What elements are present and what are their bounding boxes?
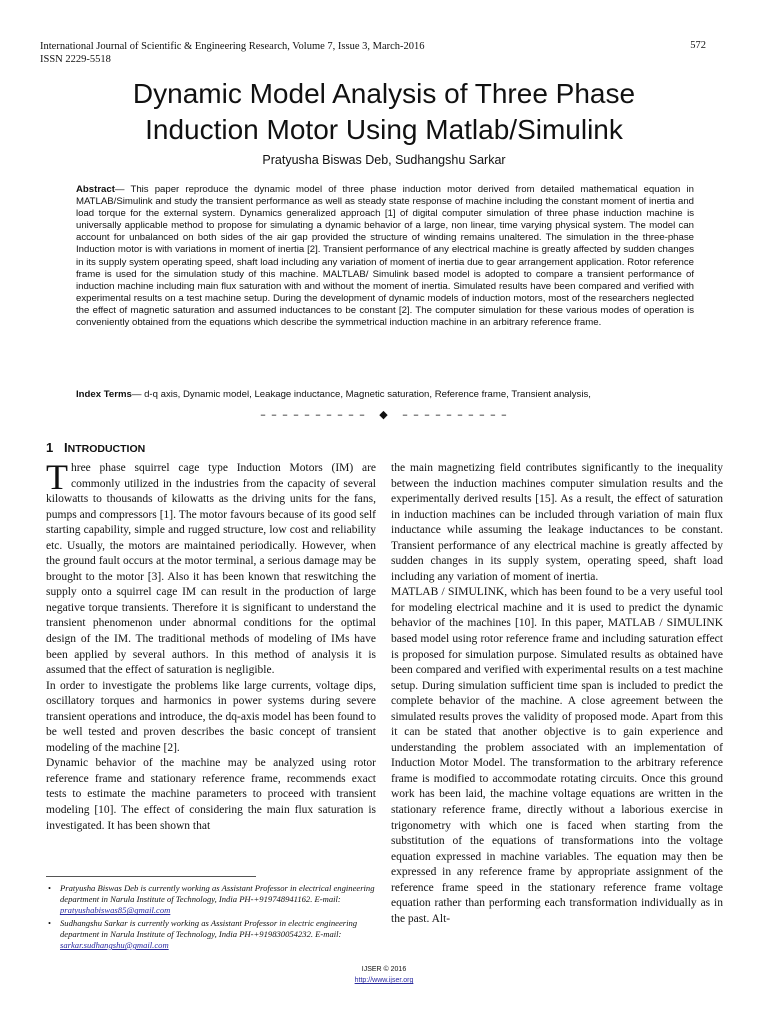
paragraph: In order to investigate the problems like large currents, voltage dips, oscillatory torques and harmonics in power systems during severe transient operations and introduce, the dq-axis model has been found to be well tested and proven describes the basic concept of transient modeling of the machine [2]. (46, 679, 376, 754)
paragraph: MATLAB / SIMULINK, which has been found to be a very useful tool for modeling electrical machine and it is used to predict the dynamic behavior of the machines [10]. In this paper, MATLAB / SIMULINK based model using rotor reference frame and including saturation effect is proposed for simulation purpose. Simulated results as obtained have been compared and verified with experimental results on a test machine setup. During simulation sufficient time span is included to predict the complete behavior of the machine. A close agreement between the simulated results proves the validity of proposed mode. Apart from this it can be stated that another objective is to gain experience and understanding the problem associated with an implementation of Induction Motor Model. The transformation to the arbitrary reference frame is modified to accommodate rotating circuits. Once this ground work has been laid, the machine voltage equations are written in the stationary reference frame, directly without a laborious exercise in trigonometry with which one is faced when starting from the substitution of the equations of transformations into the voltage equation expressed in machine variables. The equation may then be expressed in any reference frame by appropriate assignment of the reference frame speed in the stationary reference frame voltage equation rather than performing each transformation individually as in the past. Alt- (391, 586, 723, 925)
paper-title (0, 76, 768, 148)
footer-copyright: IJSER © 2016 (361, 966, 407, 973)
abstract-text: This paper reproduce the dynamic model of three phase induction motor derived from detailed mathematical equation in MATLAB/Simulink and study the transient performance as well as steady state response of machine including the constant moment of inertia and load torque for the external system. Dynamics generalized approach [1] of digital computer simulation of three phase induction machine is universally applicable method to propose for simulating a dynamic behavior of a large, non linear, time varying physical system. The model can account for unbalanced on both sides of the air gap provided the structure of winding remains unaltered. The simulation in the three-phase Induction motor is with variations in moment of inertia [2]. Transient performance of any electrical machine is greatly affected by sudden changes in its supply system operating speed, shaft load including any variation of moment of inertia due to gear arrangement application. Rotor reference frame is used for the simulation study of this machine. MALTLAB/ Simulink based model is adopted to compare a transient performance of induction machine including main flux saturation with and without the moment of inertia. Simulated results have been compared and verified with experimental results on a test machine setup. During the development of dynamic models of induction motors, most of the researchers neglected the effect of magnetic saturation and assumed inductances to be constant [2]. The computer simulation for these various modes of operation is conveniently obtained from the equations which describe the symmetrical induction machine in an arbitrary reference frame. (76, 184, 694, 329)
page-number: 572 (690, 40, 706, 51)
abstract-dash: — (114, 184, 131, 195)
index-terms-text: d-q axis, Dynamic model, Leakage inductance, Magnetic saturation, Reference frame, Transient analysis, (144, 389, 591, 400)
paragraph-text: hree phase squirrel cage type Induction Motors (IM) are commonly utilized in the industries from the capacity of several kilowatts to thousands of kilowatts as the driving units for the fans, pumps and compressors [1]. The motor favours because of its good self starting capability, simple and rugged structure, low cost and reliability etc. Usually, the motors are maintained periodically. However, when the ground fault occurs at the motor terminal, a serious damage may be brought to the motor [3]. Also it has been known that reswitching the supply onto a squirrel cage IM can result in the production of large negative torque transients. Therefore it is significant to understand the transient phenomenon under abnormal conditions for the optimal design of the IM. The traditional methods of modeling of IMs have been applied by several authors. In this method of analysis it is assumed that the effect of saturation is negligible. (46, 462, 376, 677)
paragraph: the main magnetizing field contributes significantly to the inequality between the induction machines computer simulation results and the experimentally derived results [15]. As a result, the effect of saturation in induction machines can be included through variation of main flux inductance while assuming the leakage inductances to be constant. Transient performance of any electrical machine is greatly affected by sudden changes in its supply system, operating speed, shaft load including any variation of moment of inertia. (391, 462, 723, 583)
paragraph (46, 457, 376, 679)
index-terms-label: Index Terms (76, 389, 132, 400)
right-column (391, 461, 723, 927)
footer-url-link[interactable]: http://www.ijser.org (354, 977, 414, 984)
footnote-text: Sudhangshu Sarkar is currently working as Assistant Professor in electric engineering department in Narula Institute of Technology, India PH-+919830054232. E-mail: (60, 917, 358, 939)
footnote-item (46, 883, 376, 917)
footnote-item (46, 918, 376, 952)
authors: Pratyusha Biswas Deb, Sudhangshu Sarkar (262, 153, 506, 167)
footer-url-container (0, 977, 768, 984)
section-title-rest: NTRODUCTION (67, 443, 146, 455)
section-title-initial: I (64, 440, 68, 455)
title-line-2: Induction Motor Using Matlab/Simulink (145, 114, 623, 145)
footnote-rule (46, 876, 256, 877)
journal-line: International Journal of Scientific & Engineering Research, Volume 7, Issue 3, March-2016 (40, 41, 425, 52)
section-heading (46, 440, 145, 455)
left-column (46, 457, 376, 834)
abstract-label: Abstract (76, 184, 115, 195)
section-divider: – – – – – – – – – – ◆ – – – – – – – – – – (260, 408, 508, 421)
paragraph: Dynamic behavior of the machine may be analyzed using rotor reference frame and stationary reference frame, recommends exact tests to estimate the machine parameters to proceed with transient modeling [10]. The effect of considering the main flux saturation is investigated. It has been shown that (46, 757, 376, 832)
section-number: 1 (46, 440, 54, 455)
footnote-text: Pratyusha Biswas Deb is currently working as Assistant Professor in electrical engineering department in Narula Institute of Technology, India PH-+919748941162. E-mail: (60, 883, 375, 905)
footnotes (46, 883, 376, 952)
issn: ISSN 2229-5518 (40, 54, 111, 65)
abstract (76, 184, 694, 329)
index-terms-dash: — (131, 389, 145, 400)
drop-cap: T (46, 457, 68, 497)
footnote-email[interactable]: sarkar.sudhangshu@gmail.com (60, 940, 169, 951)
title-line-1: Dynamic Model Analysis of Three Phase (132, 78, 636, 109)
footnote-email[interactable]: pratyushabiswas85@gmail.com (60, 905, 171, 916)
index-terms (76, 389, 716, 401)
journal-header (40, 40, 425, 66)
